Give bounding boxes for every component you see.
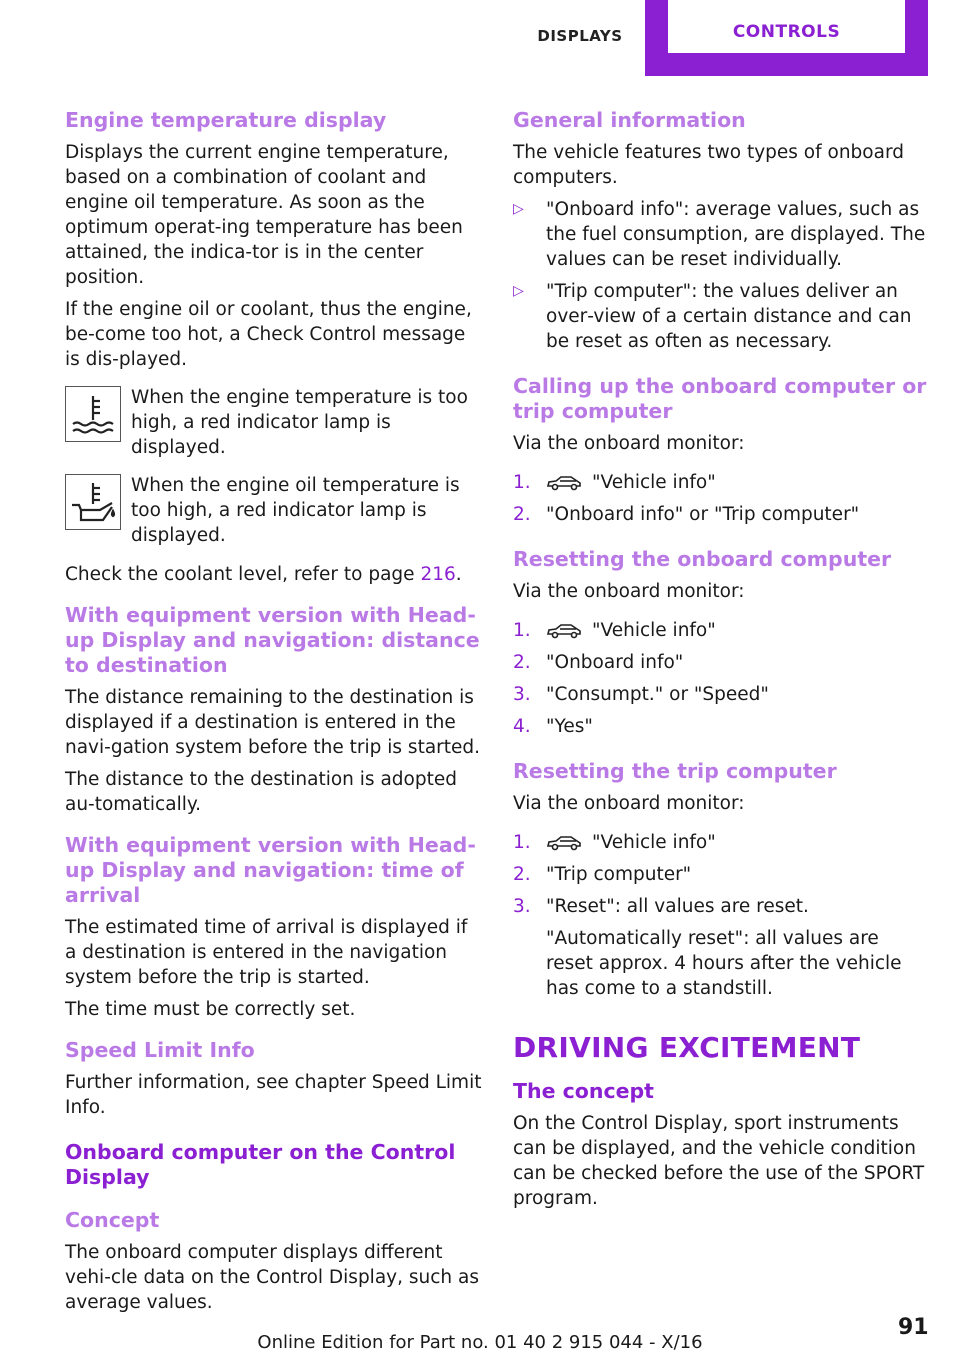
step-note: "Automatically reset": all values are reset approx. 4 hours after the vehicle has come to a standstill.: [546, 928, 902, 999]
vehicle-info-car-icon: [546, 834, 582, 852]
list-item: [513, 682, 931, 707]
list-item-text: "Vehicle info": [592, 620, 716, 641]
paragraph: [65, 562, 483, 587]
list-item-text: "Reset": all values are reset.: [546, 896, 809, 917]
heading-distance: With equipment version with Head-up Display and navigation: distance to destination: [65, 603, 480, 677]
vehicle-info-car-icon: [546, 622, 582, 640]
list-item: [513, 618, 931, 643]
step-number: 4.: [513, 716, 531, 737]
list-item-text: "Onboard info": average values, such as the fuel consumption, are displayed. The values can be reset individually.: [546, 199, 926, 270]
bullet-marker: ▷: [513, 201, 524, 217]
right-column: [513, 108, 931, 1218]
list-item-text: "Vehicle info": [592, 832, 716, 853]
indicator-row: [65, 474, 483, 548]
paragraph: Via the onboard monitor:: [513, 433, 745, 454]
list-item-text: "Trip computer": the values deliver an over‐view of a certain distance and can be reset as often as necessary.: [546, 281, 912, 352]
left-column: [65, 108, 483, 1322]
heading-calling-up: Calling up the onboard computer or trip computer: [513, 374, 927, 423]
footer-edition: Online Edition for Part no. 01 40 2 915 044 - X/16: [257, 1332, 703, 1353]
list-item-text: "Onboard info": [546, 652, 684, 673]
list-item: [513, 279, 931, 354]
heading-general-information: General information: [513, 108, 746, 132]
paragraph: The distance to the destination is adopted au‐tomatically.: [65, 769, 457, 815]
coolant-text-end: .: [455, 564, 462, 585]
list-item-text: "Yes": [546, 716, 593, 737]
list-item-text: "Vehicle info": [592, 472, 716, 493]
list-item: [513, 470, 931, 495]
heading-onboard-computer: Onboard computer on the Control Display: [65, 1140, 456, 1189]
heading-reset-trip: Resetting the trip computer: [513, 759, 837, 783]
list-item: [513, 502, 931, 527]
indicator-text: When the engine oil temperature is too high, a red indicator lamp is displayed.: [131, 475, 460, 546]
paragraph: The estimated time of arrival is displayed if a destination is entered in the navigation system before the trip is started.: [65, 917, 468, 988]
steps-list: [513, 470, 931, 527]
list-item-text: "Consumpt." or "Speed": [546, 684, 769, 705]
list-item: [513, 862, 931, 887]
step-number: 1.: [513, 472, 531, 493]
heading-concept: Concept: [65, 1208, 160, 1232]
header-chapter-label: CONTROLS: [668, 0, 905, 53]
list-item: [513, 197, 931, 272]
list-item: [513, 894, 931, 919]
header-chapter-tab: [645, 0, 928, 76]
heading-engine-temperature: Engine temperature display: [65, 108, 387, 132]
heading-driving-excitement: DRIVING EXCITEMENT: [513, 1031, 861, 1064]
coolant-text: Check the coolant level, refer to page: [65, 564, 421, 585]
list-item: [513, 830, 931, 855]
list-item: [513, 650, 931, 675]
paragraph: Via the onboard monitor:: [513, 581, 745, 602]
header-section-label: DISPLAYS: [537, 27, 623, 45]
steps-list: [513, 618, 931, 739]
page-number: 91: [898, 1315, 929, 1340]
indicator-row: [65, 386, 483, 460]
step-number: 1.: [513, 620, 531, 641]
step-number: 1.: [513, 832, 531, 853]
step-number: 2.: [513, 864, 531, 885]
paragraph: Further information, see chapter Speed Limit Info.: [65, 1072, 482, 1118]
coolant-temperature-icon: [65, 386, 121, 442]
heading-speed-limit: Speed Limit Info: [65, 1038, 255, 1062]
paragraph: The onboard computer displays different vehi‐cle data on the Control Display, such as average values.: [65, 1242, 479, 1313]
step-number: 3.: [513, 896, 531, 917]
step-number: 2.: [513, 504, 531, 525]
paragraph: Via the onboard monitor:: [513, 793, 745, 814]
paragraph: If the engine oil or coolant, thus the engine, be‐come too hot, a Check Control message is dis‐played.: [65, 299, 472, 370]
list-item-text: "Onboard info" or "Trip computer": [546, 504, 860, 525]
indicator-text: When the engine temperature is too high, a red indicator lamp is displayed.: [131, 387, 468, 458]
bullet-list: [513, 197, 931, 354]
paragraph: The time must be correctly set.: [65, 999, 356, 1020]
heading-the-concept: The concept: [513, 1079, 654, 1103]
heading-arrival: With equipment version with Head-up Display and navigation: time of arrival: [65, 833, 476, 907]
step-number: 2.: [513, 652, 531, 673]
steps-list: [513, 830, 931, 919]
paragraph: The vehicle features two types of onboard computers.: [513, 142, 904, 188]
vehicle-info-car-icon: [546, 474, 582, 492]
list-item-text: "Trip computer": [546, 864, 692, 885]
page-link[interactable]: 216: [420, 564, 456, 585]
bullet-marker: ▷: [513, 283, 524, 299]
heading-reset-onboard: Resetting the onboard computer: [513, 547, 892, 571]
step-number: 3.: [513, 684, 531, 705]
oil-temperature-icon: [65, 474, 121, 530]
paragraph: The distance remaining to the destination is displayed if a destination is entered in the navi‐gation system before the trip is started.: [65, 687, 481, 758]
list-item: [513, 714, 931, 739]
paragraph: Displays the current engine temperature, based on a combination of coolant and engine oil temperature. As soon as the optimum operat‐ing temperature has been attained, the indica‐tor is in the center position.: [65, 142, 463, 288]
paragraph: On the Control Display, sport instruments can be displayed, and the vehicle condition can be checked before the use of the SPORT program.: [513, 1113, 925, 1209]
